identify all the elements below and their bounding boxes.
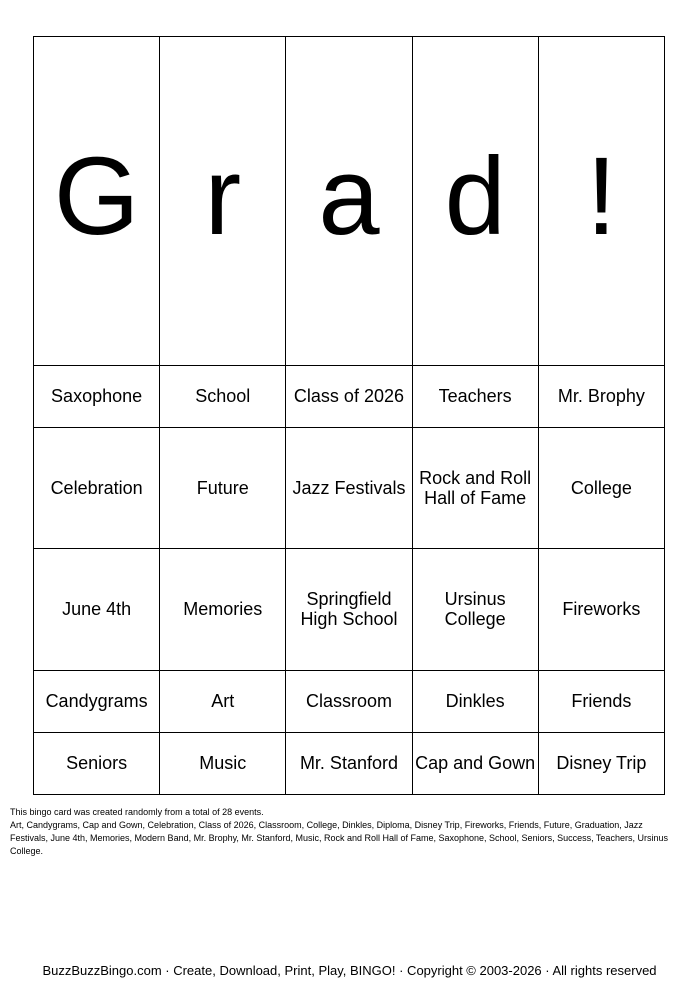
bingo-cell: College bbox=[538, 427, 664, 548]
bingo-cell: Future bbox=[160, 427, 286, 548]
header-cell bbox=[160, 37, 286, 366]
header-cell bbox=[34, 37, 160, 366]
bingo-cell: June 4th bbox=[34, 549, 160, 670]
header-cell bbox=[412, 37, 538, 366]
bingo-row bbox=[34, 732, 665, 794]
bingo-row bbox=[34, 427, 665, 548]
header-letter: a bbox=[318, 134, 380, 258]
header-letter: r bbox=[204, 134, 242, 258]
bingo-card bbox=[33, 36, 665, 795]
bingo-cell: Cap and Gown bbox=[412, 732, 538, 794]
bingo-cell: Teachers bbox=[412, 365, 538, 427]
card-info-summary: This bingo card was created randomly from a total of 28 events. bbox=[10, 807, 264, 817]
card-events-list: Art, Candygrams, Cap and Gown, Celebration, Class of 2026, Classroom, College, Dinkles, Diploma, Disney Trip, Fireworks, Friends, Future, Graduation, Jazz Festivals, June 4th, Memories, Modern Band, Mr. Brophy, Mr. Stanford, Music, Rock and Roll Hall of Fame, Saxophone, School, Seniors, Success, Teachers, Ursinus College. bbox=[10, 820, 668, 856]
bingo-cell: Springfield High School bbox=[286, 549, 412, 670]
bingo-row bbox=[34, 670, 665, 732]
bingo-cell: Ursinus College bbox=[412, 549, 538, 670]
bingo-cell: Disney Trip bbox=[538, 732, 664, 794]
header-letter: G bbox=[53, 134, 140, 258]
bingo-cell: Candygrams bbox=[34, 670, 160, 732]
bingo-cell: Fireworks bbox=[538, 549, 664, 670]
card-info-note bbox=[10, 806, 678, 858]
bingo-header-row bbox=[34, 37, 665, 366]
bingo-cell: Saxophone bbox=[34, 365, 160, 427]
bingo-cell: Seniors bbox=[34, 732, 160, 794]
bingo-cell: Art bbox=[160, 670, 286, 732]
header-letter: ! bbox=[586, 134, 617, 258]
bingo-cell: Mr. Brophy bbox=[538, 365, 664, 427]
bingo-cell: Friends bbox=[538, 670, 664, 732]
bingo-cell: Jazz Festivals bbox=[286, 427, 412, 548]
header-cell bbox=[286, 37, 412, 366]
bingo-cell: School bbox=[160, 365, 286, 427]
bingo-cell: Rock and Roll Hall of Fame bbox=[412, 427, 538, 548]
bingo-cell: Class of 2026 bbox=[286, 365, 412, 427]
bingo-cell: Classroom bbox=[286, 670, 412, 732]
bingo-row bbox=[34, 365, 665, 427]
bingo-cell: Celebration bbox=[34, 427, 160, 548]
site-footer: BuzzBuzzBingo.com · Create, Download, Print, Play, BINGO! · Copyright © 2003-2026 · All rights reserved bbox=[42, 963, 657, 978]
bingo-cell: Memories bbox=[160, 549, 286, 670]
header-cell bbox=[538, 37, 664, 366]
bingo-cell: Mr. Stanford bbox=[286, 732, 412, 794]
header-letter: d bbox=[444, 134, 506, 258]
bingo-cell: Music bbox=[160, 732, 286, 794]
bingo-row bbox=[34, 549, 665, 670]
bingo-cell: Dinkles bbox=[412, 670, 538, 732]
